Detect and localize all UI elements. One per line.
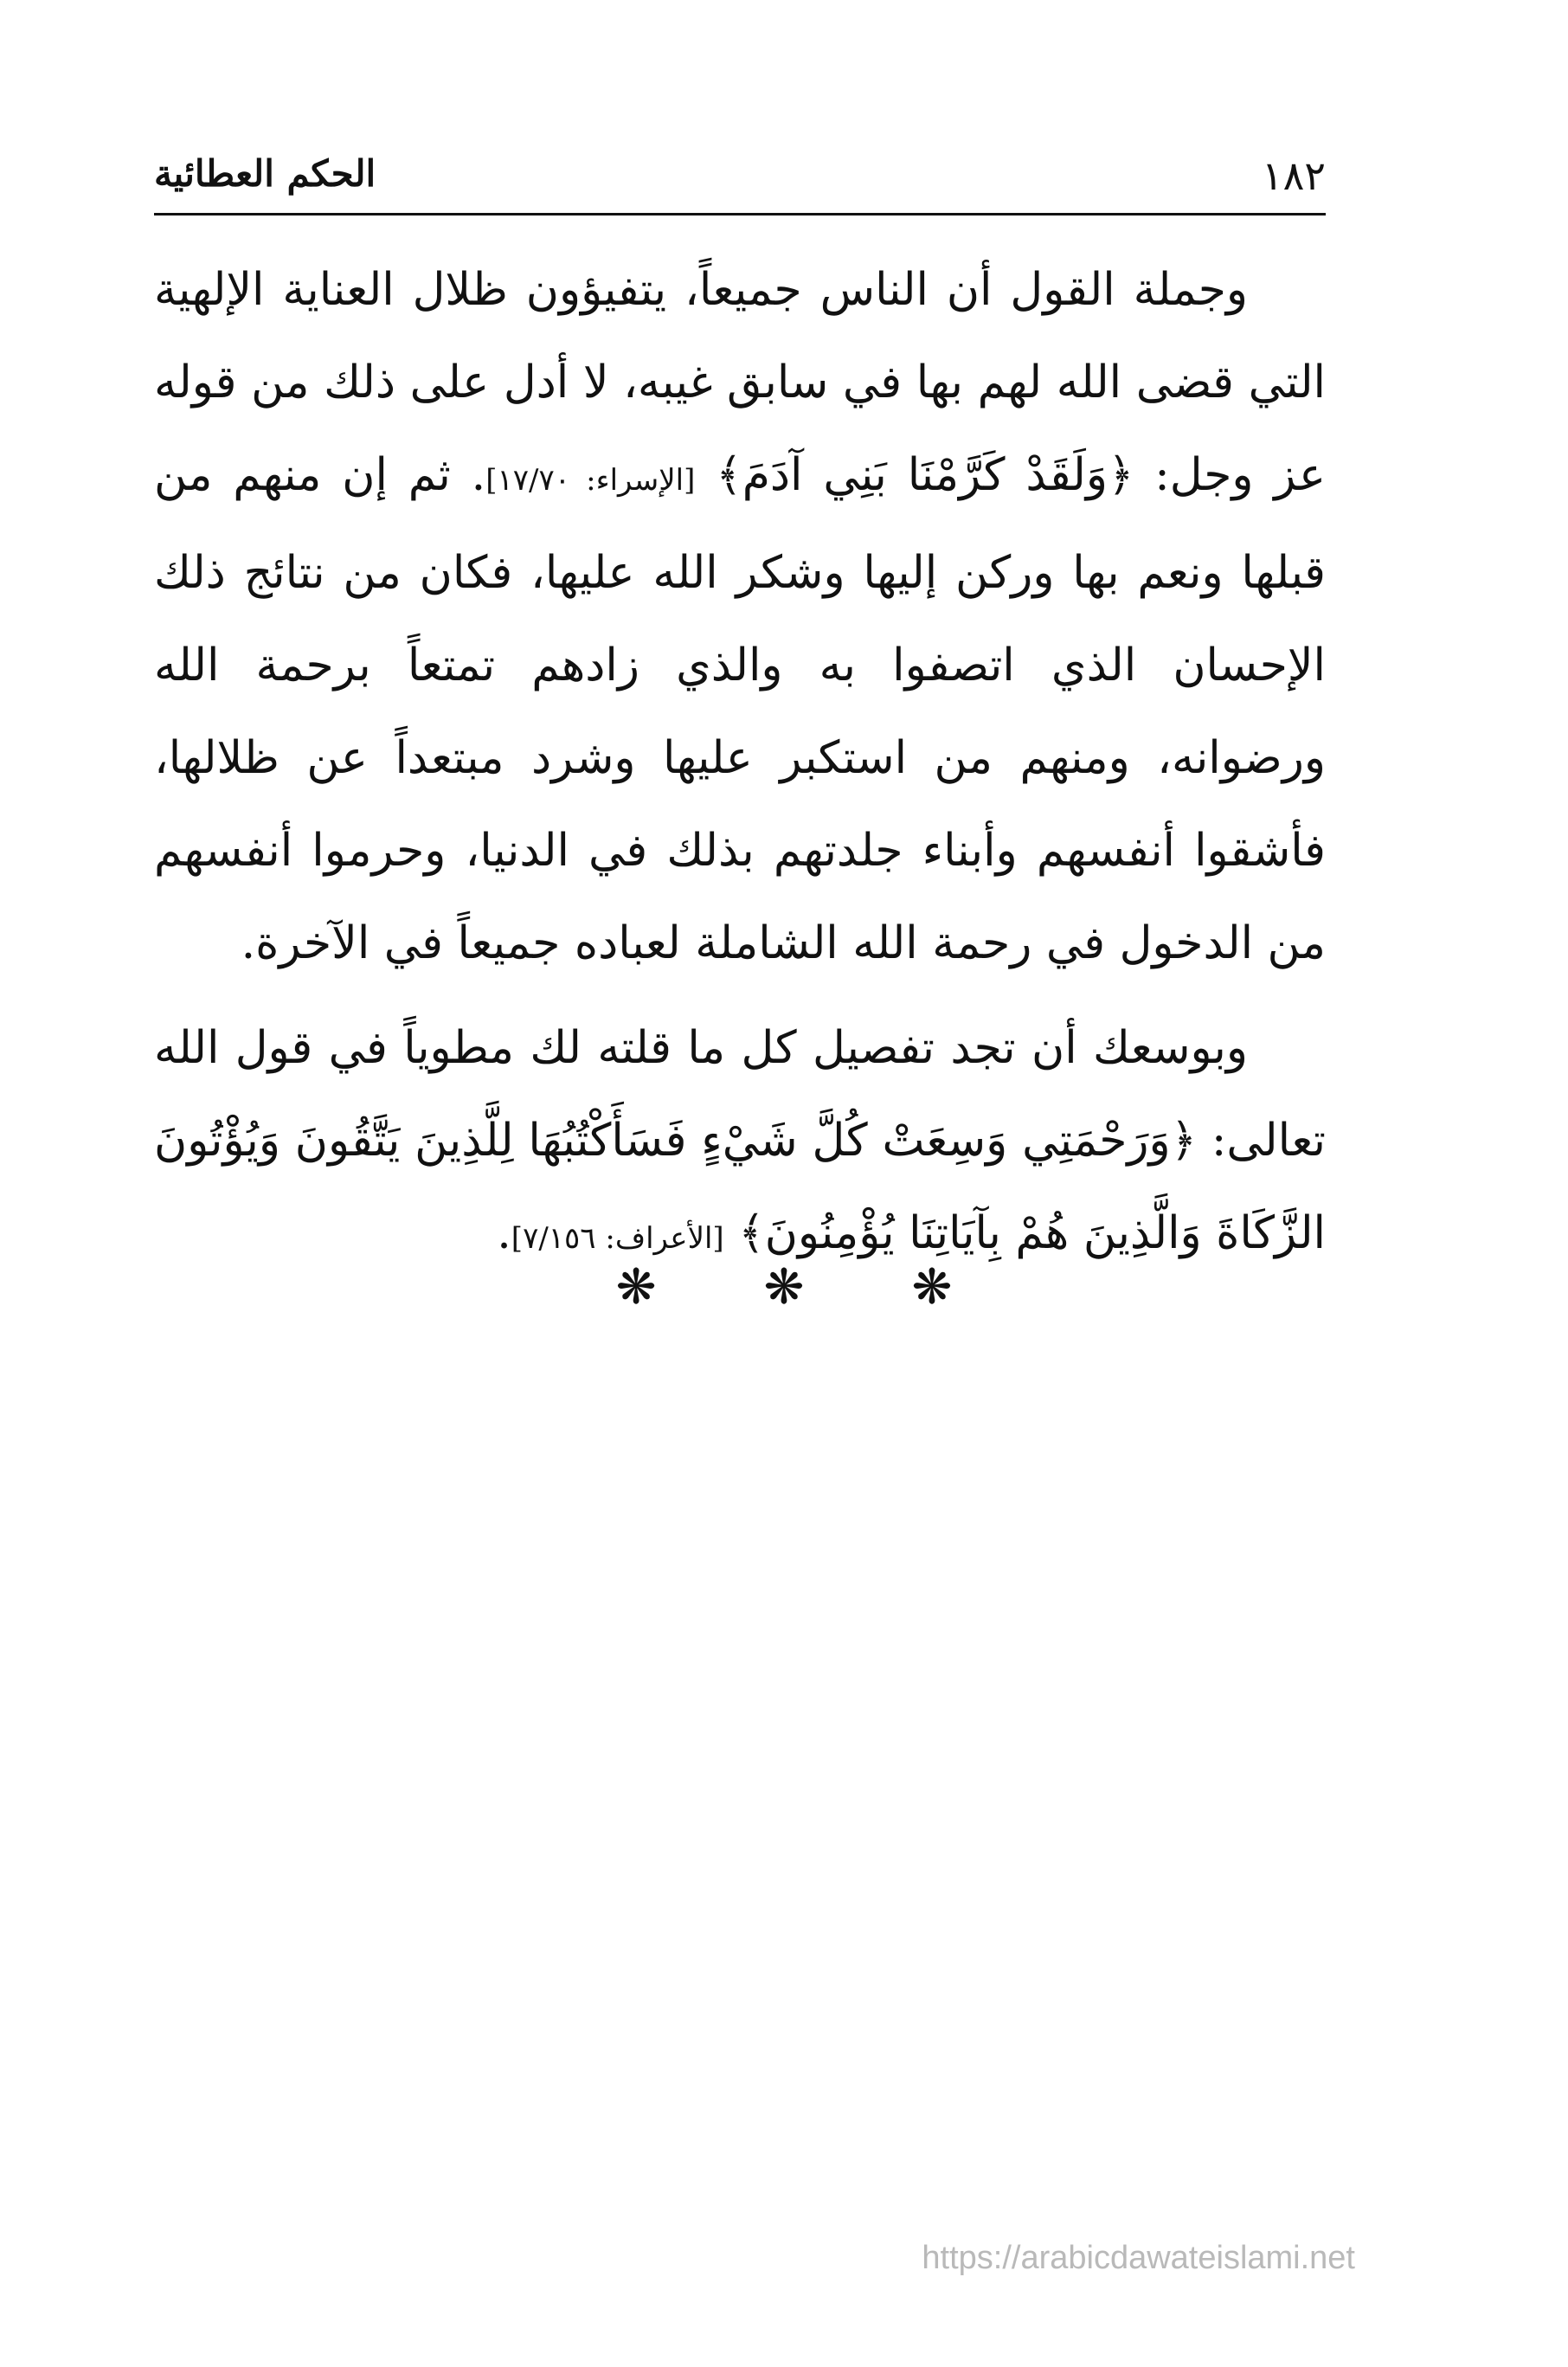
asterisk-ornament-icon: ❋ xyxy=(911,1259,953,1315)
header-rule xyxy=(154,213,1326,215)
quran-verse-2: ﴿وَرَحْمَتِي وَسِعَتْ كُلَّ شَيْءٍ فَسَأَكْتُبُهَا لِلَّذِينَ يَتَّقُونَ وَيُؤْتُونَ الزَّكَاةَ وَالَّذِينَ هُمْ بِآيَاتِنَا يُؤْمِنُونَ﴾ xyxy=(154,1115,1326,1259)
verse-reference-1: [الإسراء: ١٧/٧٠] xyxy=(485,463,696,498)
page-header xyxy=(154,145,1326,215)
watermark-url: https://arabicdawateislami.net xyxy=(922,2240,1355,2276)
paragraph-2 xyxy=(154,1002,1326,1285)
paragraph-2-text-a: وبوسعك أن تجد تفصيل كل ما قلته لك مطوياً في قول الله تعالى: xyxy=(154,1022,1327,1167)
paragraph-1 xyxy=(154,244,1326,990)
quran-verse-1: ﴿وَلَقَدْ كَرَّمْنَا بَنِي آدَمَ﴾ xyxy=(716,449,1134,501)
page-number: ١٨٢ xyxy=(1261,152,1326,199)
asterisk-ornament-icon: ❋ xyxy=(615,1259,657,1315)
paragraph-1-text-b: . ثم إن منهم من قبلها ونعم بها وركن إليها وشكر الله عليها، فكان من نتائج ذلك الإحسان الذي اتصفوا به والذي زادهم تمتعاً برحمة الله ورضوانه، ومنهم من استكبر عليها وشرد مبتعداً عن ظلالها، فأشقوا أنفسهم وأبناء جلدتهم بذلك في الدنيا، وحرموا أنفسهم من الدخول في رحمة الله الشاملة لعباده جميعاً في الآخرة. xyxy=(154,449,1326,969)
verse-reference-2: [الأعراف: ٧/١٥٦] xyxy=(511,1221,724,1256)
paragraph-1-text-a: وجملة القول أن الناس جميعاً، يتفيؤون ظلال العناية الإلهية التي قضى الله لهم بها في سابق غيبه، لا أدل على ذلك من قوله عز وجل: xyxy=(154,264,1327,501)
section-separator xyxy=(0,1259,1568,1315)
page-body xyxy=(154,244,1326,1285)
paragraph-2-text-b: . xyxy=(497,1207,511,1259)
asterisk-ornament-icon: ❋ xyxy=(763,1259,805,1315)
running-title: الحكم العطائية xyxy=(154,152,376,195)
